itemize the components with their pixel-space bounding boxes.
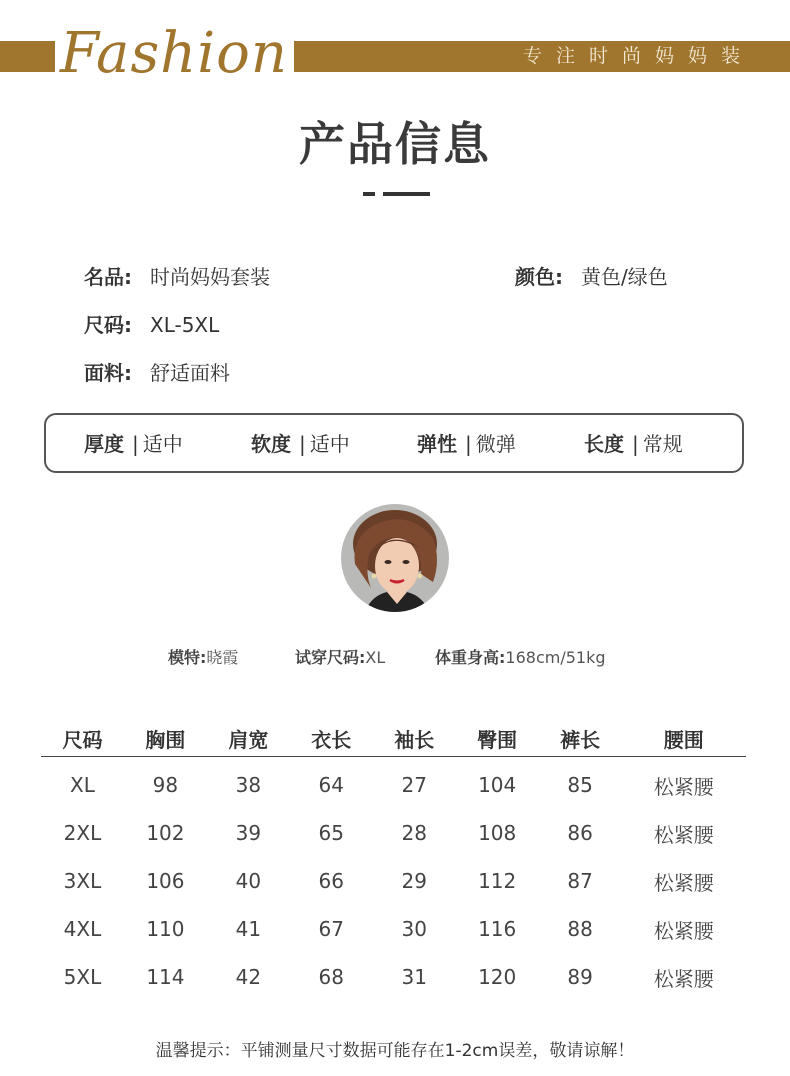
title-divider-long	[383, 192, 430, 196]
table-cell: 108	[478, 821, 517, 845]
table-cell: 松紧腰	[653, 822, 714, 847]
table-cell: 89	[567, 965, 593, 989]
table-cell: 67	[318, 917, 344, 941]
info-size	[84, 309, 219, 338]
col-header: 胸围	[124, 720, 207, 757]
info-name-label: 名品:	[84, 265, 132, 289]
model-body-value: 168cm/51kg	[505, 648, 606, 667]
table-row	[41, 953, 746, 1001]
table-cell: 68	[318, 965, 344, 989]
table-cell: 66	[318, 869, 344, 893]
size-table	[41, 720, 746, 1001]
table-cell: 松紧腰	[653, 774, 714, 799]
model-size-value: XL	[365, 648, 386, 667]
table-cell: 31	[401, 965, 427, 989]
col-header: 腰围	[622, 720, 746, 757]
table-cell: 松紧腰	[653, 918, 714, 943]
table-cell: 39	[235, 821, 262, 845]
title-divider-short	[363, 192, 375, 196]
info-name-value: 时尚妈妈套装	[150, 265, 270, 289]
model-size	[295, 645, 385, 668]
info-size-value: XL-5XL	[150, 313, 220, 337]
page-title: 产品信息	[299, 117, 491, 171]
table-cell: 4XL	[63, 917, 102, 941]
model-name	[168, 645, 238, 668]
attr-elasticity-label: 弹性	[417, 432, 457, 456]
table-cell: 98	[152, 773, 179, 797]
col-header: 袖长	[373, 720, 456, 757]
table-cell: 42	[235, 965, 262, 989]
table-cell: 松紧腰	[653, 966, 714, 991]
table-cell: 85	[567, 773, 593, 797]
table-cell: 120	[478, 965, 517, 989]
model-size-label: 试穿尺码:	[295, 648, 366, 667]
model-name-value: 晓霞	[206, 648, 239, 667]
table-cell: 28	[401, 821, 427, 845]
table-row	[41, 857, 746, 905]
table-cell: 64	[318, 773, 344, 797]
header-slogan: 专注时尚妈妈装	[522, 45, 754, 67]
attr-softness-value: 适中	[309, 432, 350, 456]
info-fabric-label: 面料:	[84, 361, 132, 385]
model-body	[435, 645, 606, 668]
table-cell: 松紧腰	[653, 870, 714, 895]
attr-length: 长度 | 常规	[584, 432, 683, 456]
attr-thickness-label: 厚度	[84, 432, 124, 456]
table-cell: 27	[401, 773, 427, 797]
table-cell: 114	[146, 965, 185, 989]
table-cell: 29	[401, 869, 427, 893]
table-cell: 38	[235, 773, 262, 797]
col-header: 肩宽	[207, 720, 290, 757]
measurement-tip: 温馨提示：平铺测量尺寸数据可能存在1-2cm误差，敬请谅解！	[155, 1041, 635, 1061]
col-header: 臀围	[456, 720, 539, 757]
model-body-label: 体重身高:	[435, 648, 506, 667]
table-row	[41, 809, 746, 857]
info-color-label: 颜色:	[515, 265, 563, 289]
table-cell: 40	[235, 869, 262, 893]
table-cell: 30	[401, 917, 427, 941]
table-cell: 102	[146, 821, 185, 845]
attr-length-label: 长度	[584, 432, 624, 456]
attr-elasticity-value: 微弹	[475, 432, 516, 456]
info-fabric	[84, 357, 230, 386]
table-cell: 88	[567, 917, 593, 941]
attr-thickness-value: 适中	[142, 432, 183, 456]
table-row	[41, 757, 746, 810]
info-size-label: 尺码:	[84, 313, 132, 337]
col-header: 裤长	[539, 720, 622, 757]
info-color-value: 黄色/绿色	[581, 265, 668, 289]
model-avatar	[341, 504, 449, 612]
table-row	[41, 905, 746, 953]
attr-thickness: 厚度 | 适中	[84, 432, 183, 456]
table-cell: 112	[478, 869, 517, 893]
table-cell: 104	[478, 773, 517, 797]
col-header: 衣长	[290, 720, 373, 757]
table-cell: XL	[70, 773, 95, 797]
brand-logo: Fashion	[60, 21, 288, 86]
size-table-header	[41, 720, 746, 757]
model-name-label: 模特:	[168, 648, 207, 667]
col-header: 尺码	[41, 720, 124, 757]
table-cell: 87	[567, 869, 593, 893]
header-band-left	[0, 41, 55, 72]
table-cell: 116	[478, 917, 517, 941]
attributes-box	[44, 413, 744, 473]
table-cell: 2XL	[63, 821, 102, 845]
info-fabric-value: 舒适面料	[150, 361, 230, 385]
table-cell: 41	[235, 917, 262, 941]
attr-elasticity: 弹性 | 微弹	[417, 432, 516, 456]
table-cell: 86	[567, 821, 593, 845]
attr-softness: 软度 | 适中	[251, 432, 350, 456]
table-cell: 106	[146, 869, 185, 893]
attr-length-value: 常规	[642, 432, 683, 456]
table-cell: 5XL	[63, 965, 102, 989]
table-cell: 3XL	[63, 869, 102, 893]
table-cell: 110	[146, 917, 185, 941]
info-color	[515, 261, 668, 290]
table-cell: 65	[318, 821, 344, 845]
attr-softness-label: 软度	[251, 432, 291, 456]
info-name	[84, 261, 270, 290]
